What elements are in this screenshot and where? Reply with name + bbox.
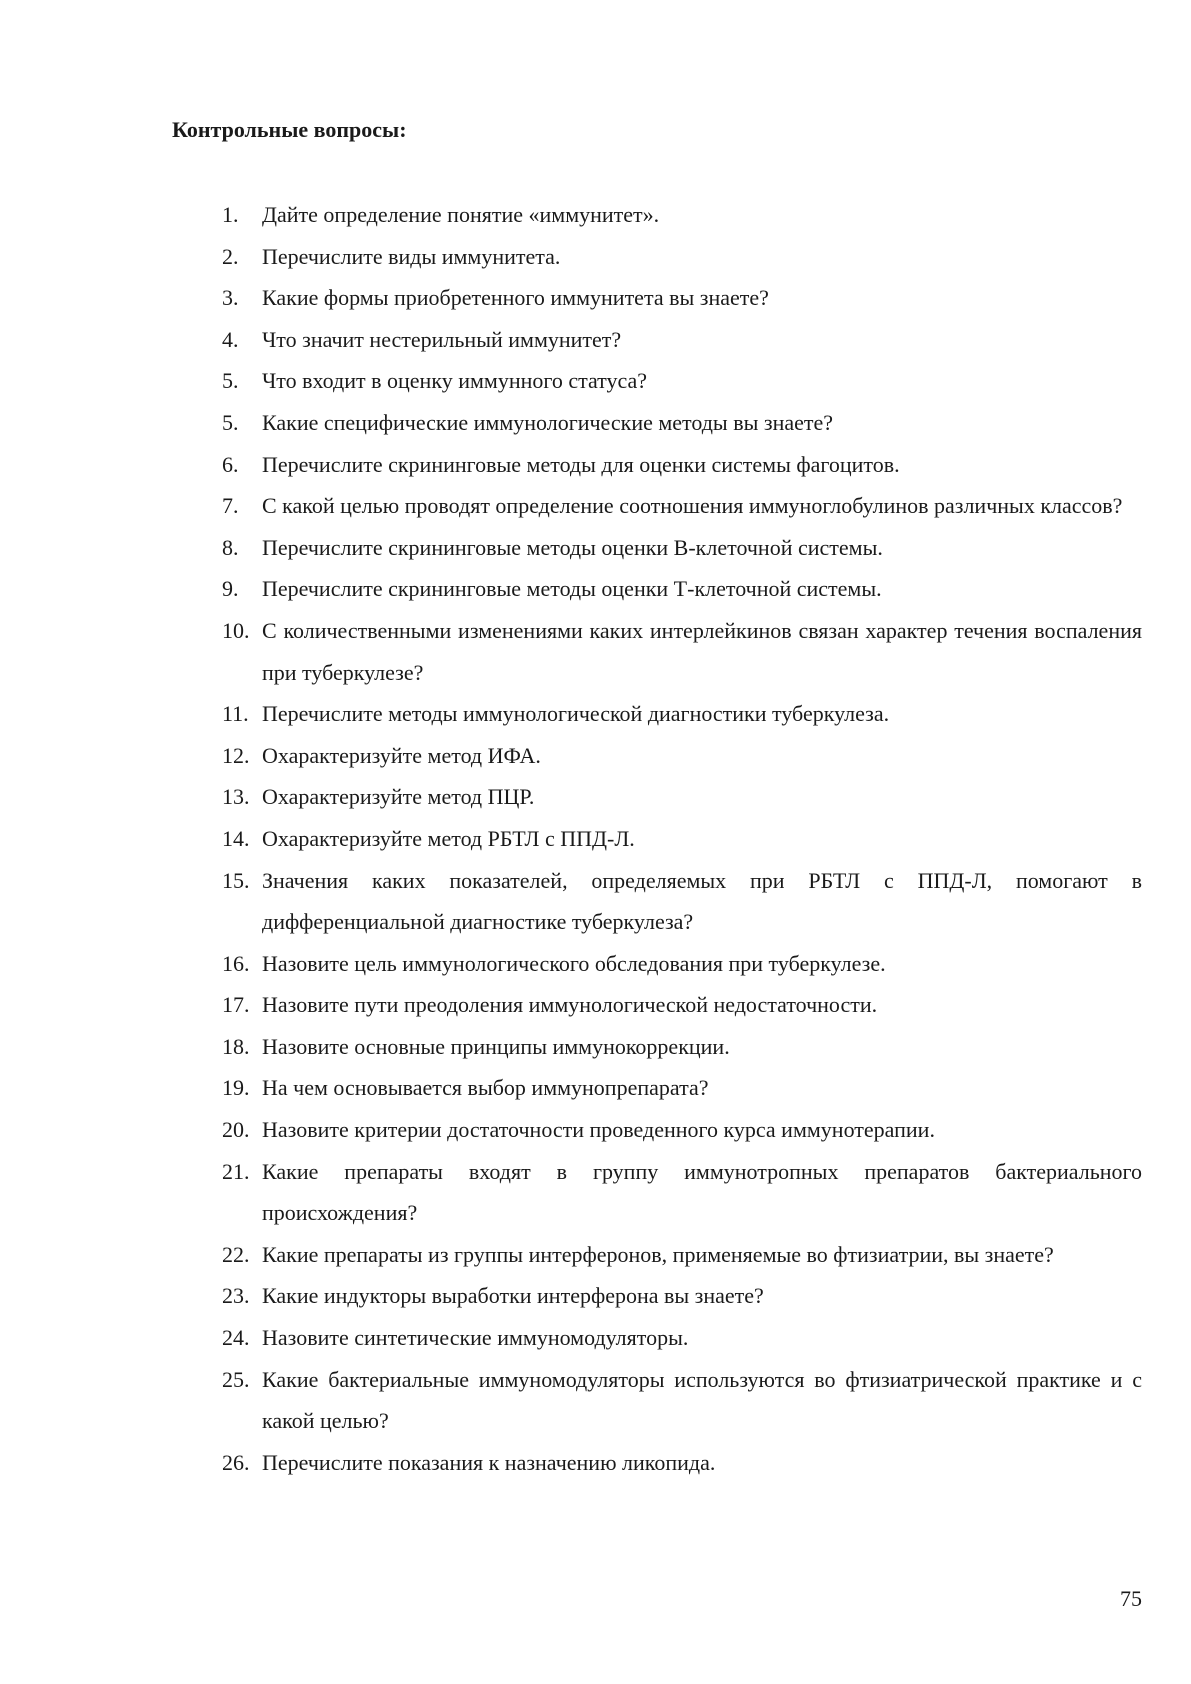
question-text: Перечислите показания к назначению ликопида. <box>262 1449 716 1475</box>
question-text: Какие индукторы выработки интерферона вы знаете? <box>262 1283 764 1309</box>
question-number: 8. <box>222 534 239 560</box>
question-item <box>222 1317 1142 1359</box>
question-text: Какие специфические иммунологические методы вы знаете? <box>262 409 834 435</box>
question-text: Охарактеризуйте метод ПЦР. <box>262 784 535 810</box>
question-item <box>222 1067 1142 1109</box>
question-item <box>222 693 1142 735</box>
question-text: Назовите пути преодоления иммунологической недостаточности. <box>262 992 878 1018</box>
question-number: 9. <box>222 576 239 602</box>
question-item <box>222 818 1142 860</box>
question-text: Назовите критерии достаточности проведенного курса иммунотерапии. <box>262 1117 935 1143</box>
question-item <box>222 527 1142 569</box>
question-item <box>222 236 1142 278</box>
question-text: С какой целью проводят определение соотношения иммуноглобулинов различных классов? <box>262 493 1123 519</box>
question-number: 13. <box>222 784 250 810</box>
questions-list <box>222 194 1142 1483</box>
question-number: 14. <box>222 825 250 851</box>
question-item <box>222 735 1142 777</box>
question-number: 2. <box>222 243 239 269</box>
question-text: Перечислите виды иммунитета. <box>262 243 561 269</box>
question-text: Какие формы приобретенного иммунитета вы знаете? <box>262 285 769 311</box>
question-item <box>222 194 1142 236</box>
question-number: 20. <box>222 1117 250 1143</box>
page-heading: Контрольные вопросы: <box>172 117 407 142</box>
question-text: Назовите синтетические иммуномодуляторы. <box>262 1325 689 1351</box>
question-text: Перечислите скрининговые методы оценки В-клеточной системы. <box>262 534 883 560</box>
question-text: Перечислите скрининговые методы оценки Т-клеточной системы. <box>262 576 882 602</box>
question-item <box>222 610 1142 693</box>
question-number: 12. <box>222 742 250 768</box>
question-number: 18. <box>222 1033 250 1059</box>
question-number: 11. <box>222 701 249 727</box>
question-number: 3. <box>222 285 239 311</box>
question-number: 22. <box>222 1241 250 1267</box>
question-item <box>222 984 1142 1026</box>
question-text: Назовите цель иммунологического обследования при туберкулезе. <box>262 950 886 976</box>
question-item <box>222 1234 1142 1276</box>
question-number: 25. <box>222 1366 250 1392</box>
question-item <box>222 277 1142 319</box>
question-text: Значения каких показателей, определяемых при РБТЛ с ППД-Л, помогают в дифференциальной диагностике туберкулеза? <box>262 867 1142 935</box>
question-number: 6. <box>222 451 239 477</box>
question-text: Назовите основные принципы иммунокоррекции. <box>262 1033 730 1059</box>
question-item <box>222 319 1142 361</box>
question-number: 10. <box>222 617 250 643</box>
question-number: 26. <box>222 1449 250 1475</box>
question-item <box>222 568 1142 610</box>
question-text: Перечислите скрининговые методы для оценки системы фагоцитов. <box>262 451 900 477</box>
question-text: Дайте определение понятие «иммунитет». <box>262 202 660 227</box>
question-item <box>222 485 1142 527</box>
question-item <box>222 1026 1142 1068</box>
question-number: 17. <box>222 992 250 1018</box>
question-text: Охарактеризуйте метод РБТЛ с ППД-Л. <box>262 825 635 851</box>
question-item <box>222 444 1142 486</box>
question-number: 1. <box>222 202 239 227</box>
question-text: Какие бактериальные иммуномодуляторы используются во фтизиатрической практике и с какой целью? <box>262 1366 1142 1434</box>
question-number: 15. <box>222 867 250 893</box>
question-item <box>222 860 1142 943</box>
question-number: 7. <box>222 493 239 519</box>
page-number: 75 <box>1120 1586 1142 1611</box>
question-text: На чем основывается выбор иммунопрепарата? <box>262 1075 709 1101</box>
question-number: 19. <box>222 1075 250 1101</box>
question-item <box>222 1151 1142 1234</box>
question-item <box>222 943 1142 985</box>
question-number: 5. <box>222 368 239 394</box>
question-number: 5. <box>222 409 239 435</box>
question-number: 24. <box>222 1325 250 1351</box>
question-text: Что входит в оценку иммунного статуса? <box>262 368 648 394</box>
question-number: 4. <box>222 326 239 352</box>
question-item <box>222 1359 1142 1442</box>
question-text: Охарактеризуйте метод ИФА. <box>262 742 541 768</box>
question-item <box>222 1109 1142 1151</box>
question-item <box>222 360 1142 402</box>
question-number: 16. <box>222 950 250 976</box>
question-text: Какие препараты из группы интерферонов, применяемые во фтизиатрии, вы знаете? <box>262 1241 1054 1267</box>
question-item <box>222 1275 1142 1317</box>
question-item <box>222 402 1142 444</box>
question-text: Что значит нестерильный иммунитет? <box>262 326 622 352</box>
question-item <box>222 1442 1142 1484</box>
question-text: Какие препараты входят в группу иммунотропных препаратов бактериального происхождения? <box>262 1158 1142 1226</box>
question-text: С количественными изменениями каких интерлейкинов связан характер течения воспаления при туберкулезе? <box>262 617 1142 685</box>
question-number: 23. <box>222 1283 250 1309</box>
question-item <box>222 776 1142 818</box>
question-text: Перечислите методы иммунологической диагностики туберкулеза. <box>262 701 890 727</box>
question-number: 21. <box>222 1158 250 1184</box>
